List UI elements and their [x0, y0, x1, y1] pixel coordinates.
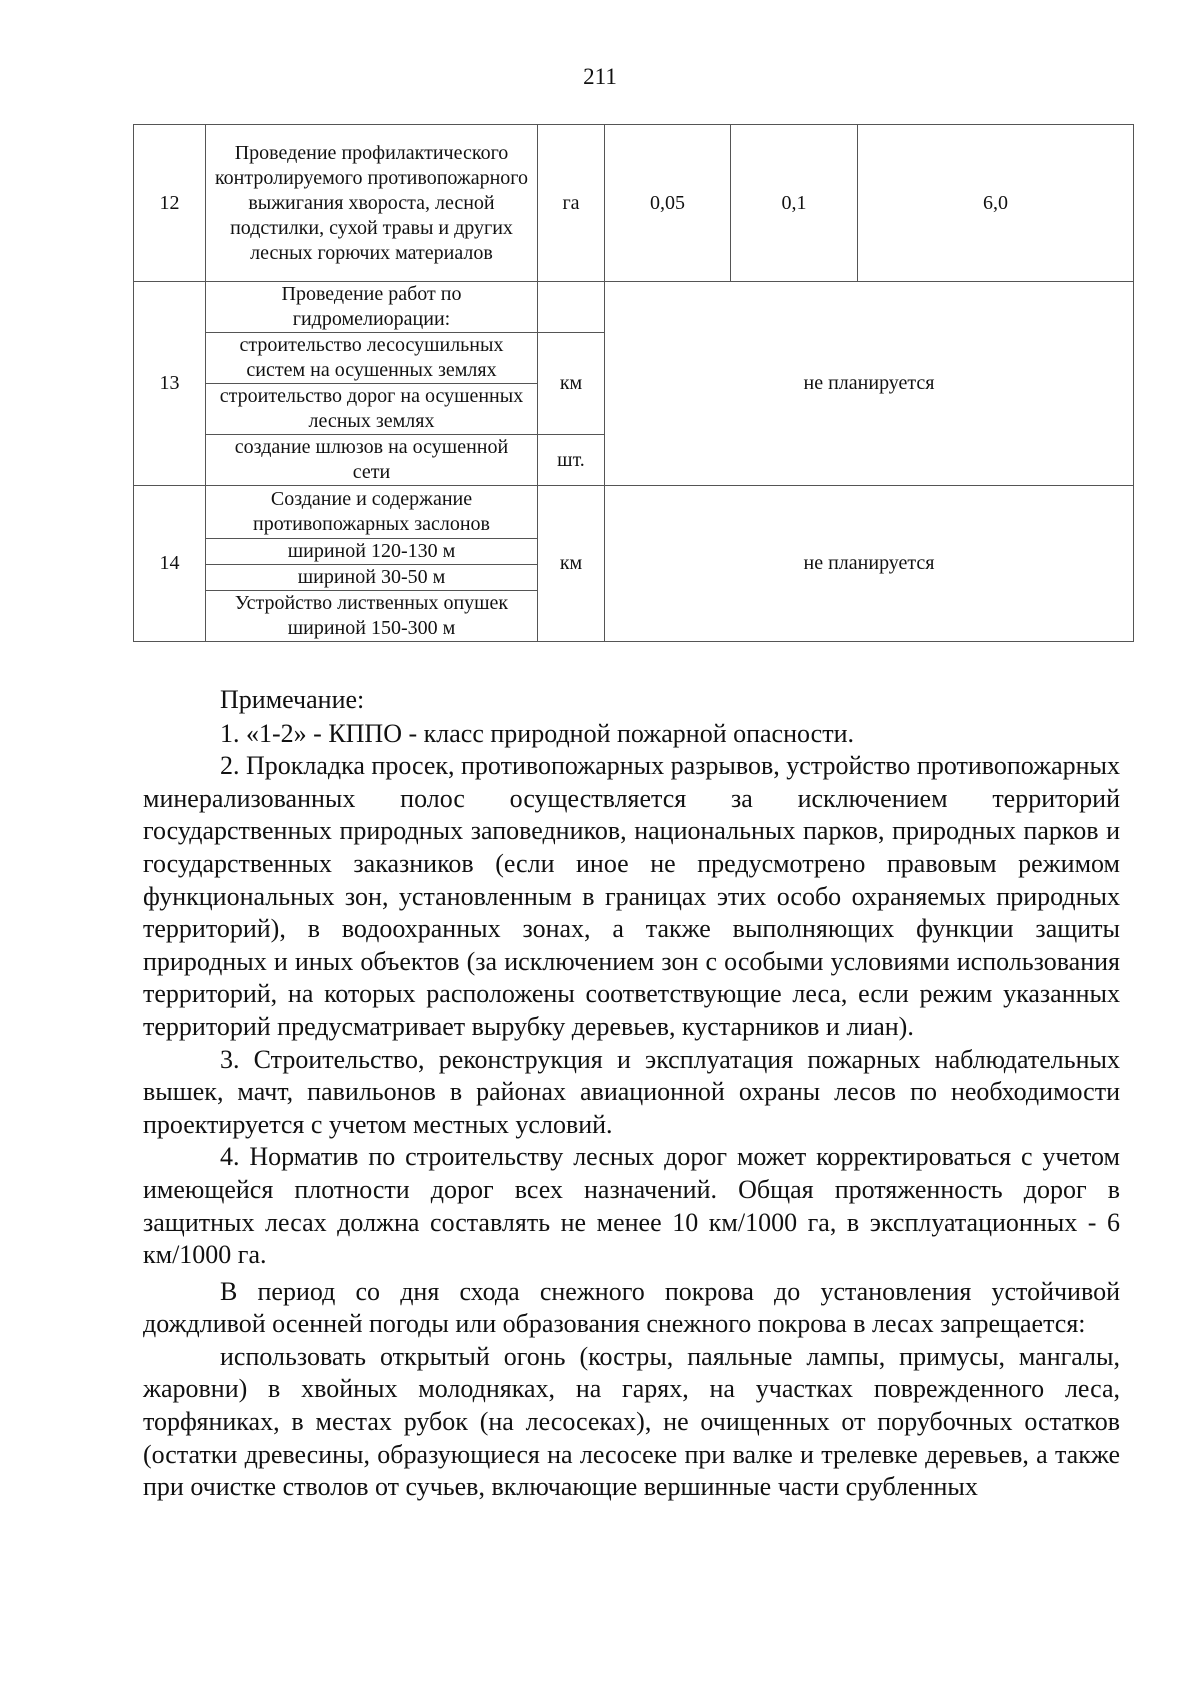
measure-sub-item: создание шлюзов на осушенной сети	[206, 435, 538, 486]
measures-table	[133, 124, 1134, 642]
notes-section	[143, 684, 1120, 1504]
table-row	[134, 486, 1134, 539]
measure-sub-item: шириной 30-50 м	[206, 565, 538, 591]
measure-sub-item: строительство дорог на осушенных лесных землях	[206, 384, 538, 435]
row-number: 14	[134, 486, 206, 642]
prohibition-intro: В период со дня схода снежного покрова до установления устойчивой дождливой осенней погоды или образования снежного покрова в лесах запрещается:	[143, 1276, 1120, 1339]
unit-cell: га	[538, 125, 605, 282]
measure-name: Проведение работ по гидромелиорации:	[206, 282, 538, 333]
row-number: 13	[134, 282, 206, 486]
notes-heading: Примечание:	[220, 685, 365, 714]
note-paragraph: 3. Строительство, реконструкция и эксплуатация пожарных наблюдательных вышек, мачт, павильонов в районах авиационной охраны лесов по необходимости проектируется с учетом местных условий.	[143, 1044, 1120, 1139]
note-paragraph: 1. «1-2» - КППО - класс природной пожарной опасности.	[220, 718, 854, 748]
unit-cell: шт.	[538, 435, 605, 486]
table-row	[134, 282, 1134, 333]
unit-cell	[538, 282, 605, 333]
unit-cell: км	[538, 333, 605, 435]
measure-sub-item: шириной 120-130 м	[206, 539, 538, 565]
measure-sub-item: Устройство лиственных опушек шириной 150-300 м	[206, 591, 538, 642]
prohibition-item: использовать открытый огонь (костры, паяльные лампы, примусы, мангалы, жаровни) в хвойных молодняках, на гарях, на участках поврежденного леса, торфяниках, в местах рубок (на лесосеках), не очищенных от порубочных остатков (остатки древесины, образующиеся на лесосеке при валке и трелевке деревьев, а также при очистке стволов от сучьев, включающие вершинные части срубленных	[143, 1341, 1120, 1502]
unit-cell: км	[538, 486, 605, 642]
table-row	[134, 125, 1134, 282]
note-paragraph: 4. Норматив по строительству лесных дорог может корректироваться с учетом имеющейся плотности дорог всех назначений. Общая протяженность дорог в защитных лесах должна составлять не менее 10 км/1000 га, в эксплуатационных - 6 км/1000 га.	[143, 1142, 1120, 1270]
measure-name: Создание и содержание противопожарных заслонов	[206, 486, 538, 539]
status-cell: не планируется	[605, 486, 1134, 642]
row-number: 12	[134, 125, 206, 282]
value-cell: 0,1	[731, 125, 858, 282]
page-number: 211	[583, 64, 617, 89]
status-cell: не планируется	[605, 282, 1134, 486]
measure-name: Проведение профилактического контролируемого противопожарного выжигания хвороста, лесной подстилки, сухой травы и других лесных горючих материалов	[206, 125, 538, 282]
value-cell: 0,05	[605, 125, 731, 282]
value-cell: 6,0	[858, 125, 1134, 282]
note-paragraph: 2. Прокладка просек, противопожарных разрывов, устройство противопожарных минерализованных полос осуществляется за исключением территорий государственных природных заповедников, национальных парков, природных парков и государственных заказников (если иное не предусмотрено правовым режимом функциональных зон, установленным в границах этих особо охраняемых природных территорий), в водоохранных зонах, а также выполняющих функции защиты природных и иных объектов (за исключением зон с особыми условиями использования территорий, на которых расположены соответствующие леса, если режим указанных территорий предусматривает вырубку деревьев, кустарников и лиан).	[143, 751, 1121, 1041]
measure-sub-item: строительство лесосушильных систем на осушенных землях	[206, 333, 538, 384]
